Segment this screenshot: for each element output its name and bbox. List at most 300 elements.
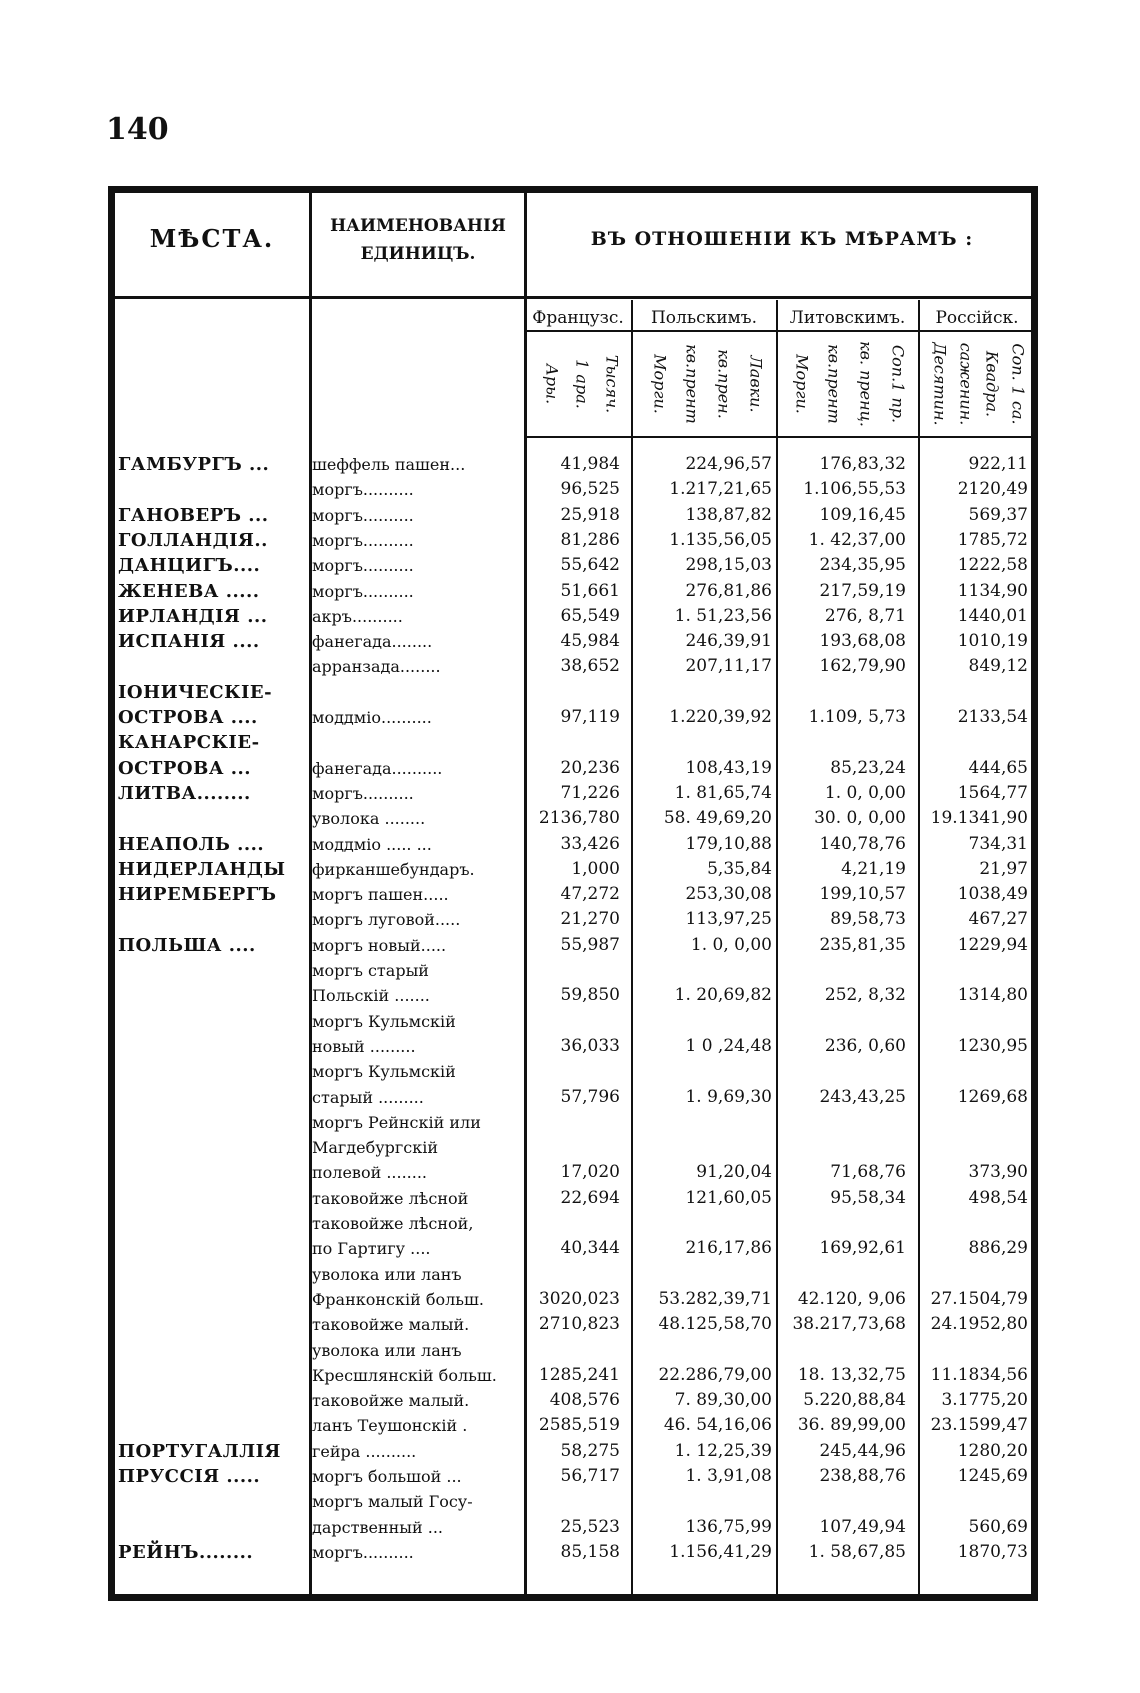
place-name xyxy=(118,1236,304,1261)
place-name: НЕАПОЛЬ .... xyxy=(118,833,265,855)
place-name xyxy=(118,1515,304,1540)
table-row xyxy=(0,1464,1140,1489)
value-russian: 24.1952,80 xyxy=(930,1314,1028,1335)
value-lithuanian xyxy=(780,1009,906,1034)
unit-name: моргъ Кульмскій xyxy=(312,1011,456,1031)
place-name xyxy=(118,983,304,1008)
table-row xyxy=(0,907,1140,932)
value-russian: 498,54 xyxy=(968,1187,1028,1208)
unit-name: моргъ Кульмскій xyxy=(312,1062,456,1082)
value-lithuanian: 234,35,95 xyxy=(819,555,906,576)
value-polish: 1. 51,23,56 xyxy=(674,605,772,626)
unit-name: фанегада.......... xyxy=(312,758,443,778)
subheader-french-2: 1 ара. xyxy=(572,359,592,409)
value-russian: 569,37 xyxy=(968,504,1028,525)
value-russian: 1038,49 xyxy=(957,884,1028,905)
value-lithuanian: 5.220,88,84 xyxy=(803,1390,906,1411)
value-polish: 1. 3,91,08 xyxy=(685,1466,772,1486)
value-lithuanian xyxy=(780,1338,906,1363)
value-russian: 1245,69 xyxy=(957,1466,1028,1486)
value-polish: 7. 89,30,00 xyxy=(674,1390,772,1411)
value-lithuanian: 1.106,55,53 xyxy=(803,479,906,500)
value-polish xyxy=(634,1009,772,1034)
table-row xyxy=(0,781,1140,806)
value-russian: 2133,54 xyxy=(957,707,1028,727)
value-french xyxy=(528,1110,620,1135)
value-russian: 444,65 xyxy=(968,757,1028,778)
unit-name: моргъ.......... xyxy=(312,581,414,601)
value-russian: 1229,94 xyxy=(957,934,1028,955)
unit-name xyxy=(312,730,520,755)
table-row xyxy=(0,1160,1140,1185)
value-french: 45,984 xyxy=(560,631,620,652)
value-polish: 1 0 ,24,48 xyxy=(685,1035,772,1056)
table-row xyxy=(0,983,1140,1008)
value-french: 55,642 xyxy=(560,555,620,576)
place-name xyxy=(118,1059,304,1084)
value-polish: 1.156,41,29 xyxy=(669,1541,772,1562)
value-polish xyxy=(634,1059,772,1084)
value-french: 20,236 xyxy=(560,757,620,778)
table-row xyxy=(0,882,1140,907)
value-lithuanian: 4,21,19 xyxy=(841,858,906,879)
value-polish xyxy=(634,1110,772,1135)
value-polish: 136,75,99 xyxy=(685,1516,772,1537)
place-name: ГАНОВЕРЪ ... xyxy=(118,504,269,526)
value-polish: 22.286,79,00 xyxy=(658,1364,772,1385)
place-name xyxy=(118,1413,304,1438)
table-row xyxy=(0,452,1140,477)
table-row xyxy=(0,857,1140,882)
value-polish: 53.282,39,71 xyxy=(658,1288,772,1309)
place-name: НИРЕМБЕРГЪ xyxy=(118,884,277,906)
table-row xyxy=(0,528,1140,553)
value-french: 71,226 xyxy=(560,782,620,803)
subheader-lithuanian-3: кв.прент xyxy=(824,344,844,424)
value-polish: 138,87,82 xyxy=(685,504,772,525)
place-name xyxy=(118,1009,304,1034)
value-polish: 91,20,04 xyxy=(696,1162,772,1183)
table-row xyxy=(0,1009,1140,1034)
value-french: 3020,023 xyxy=(538,1288,620,1309)
value-russian: 373,90 xyxy=(968,1162,1028,1183)
subheader-lithuanian-4: Морги. xyxy=(792,354,812,414)
value-french xyxy=(528,1489,620,1514)
table-row xyxy=(0,1312,1140,1337)
place-name xyxy=(118,806,304,831)
place-name xyxy=(118,1338,304,1363)
value-lithuanian: 243,43,25 xyxy=(819,1086,906,1107)
table-row xyxy=(0,756,1140,781)
unit-name: таковойже лѣсной xyxy=(312,1188,469,1208)
value-french: 38,652 xyxy=(560,656,620,677)
unit-name: ланъ Теушонскій . xyxy=(312,1416,468,1436)
value-russian: 23.1599,47 xyxy=(930,1415,1028,1436)
value-lithuanian: 245,44,96 xyxy=(819,1440,906,1461)
value-lithuanian xyxy=(780,1489,906,1514)
subheader-russian-2: Квадра. xyxy=(982,350,1002,418)
value-french: 33,426 xyxy=(560,833,620,854)
subheader-russian-4: Десятин. xyxy=(930,342,950,426)
place-name: ИРЛАНДІЯ ... xyxy=(118,605,268,627)
value-lithuanian: 236, 0,60 xyxy=(824,1035,906,1056)
unit-name: таковойже малый. xyxy=(312,1315,470,1335)
value-lithuanian: 71,68,76 xyxy=(830,1162,906,1183)
subheader-polish-1: Лавки. xyxy=(746,355,766,413)
table-row xyxy=(0,1059,1140,1084)
place-name: КАНАРСКІЕ- xyxy=(118,732,260,754)
unit-name: акръ.......... xyxy=(312,606,403,626)
place-name xyxy=(118,1135,304,1160)
unit-name: Франконскій больш. xyxy=(312,1289,484,1309)
table-row xyxy=(0,1413,1140,1438)
table-row xyxy=(0,1135,1140,1160)
value-lithuanian: 109,16,45 xyxy=(819,504,906,525)
value-lithuanian: 1.109, 5,73 xyxy=(808,707,906,727)
value-lithuanian: 18. 13,32,75 xyxy=(797,1364,906,1385)
unit-name: моргъ.......... xyxy=(312,480,414,500)
value-russian xyxy=(922,958,1028,983)
unit-name: моргъ большой ... xyxy=(312,1467,462,1486)
unit-name: моргъ Рейнскій или xyxy=(312,1112,481,1132)
unit-name: моргъ луговой..... xyxy=(312,910,461,930)
value-french: 25,523 xyxy=(560,1516,620,1537)
value-french xyxy=(528,1338,620,1363)
place-name: ГАМБУРГЪ ... xyxy=(118,454,270,475)
place-name xyxy=(118,958,304,983)
unit-name: Магдебургскій xyxy=(312,1138,439,1158)
table-row xyxy=(0,705,1140,730)
value-lithuanian: 38.217,73,68 xyxy=(792,1314,906,1335)
value-polish: 276,81,86 xyxy=(685,580,772,601)
place-name xyxy=(118,1287,304,1312)
value-polish: 108,43,19 xyxy=(685,757,772,778)
place-name: ОСТРОВА ... xyxy=(118,757,252,779)
value-french: 408,576 xyxy=(549,1390,620,1411)
value-french: 51,661 xyxy=(560,580,620,601)
subheader-polish-4: Морги. xyxy=(650,354,670,414)
value-polish: 246,39,91 xyxy=(685,631,772,652)
value-french: 96,525 xyxy=(560,479,620,500)
value-lithuanian xyxy=(780,1135,906,1160)
value-french: 1,000 xyxy=(571,858,620,879)
table-row xyxy=(0,553,1140,578)
unit-name: фанегада........ xyxy=(312,632,433,652)
header-rule xyxy=(108,296,1038,299)
place-name xyxy=(118,1489,304,1514)
value-lithuanian xyxy=(780,730,906,755)
value-russian: 11.1834,56 xyxy=(930,1364,1028,1385)
value-russian: 1010,19 xyxy=(957,631,1028,652)
table-row xyxy=(0,1363,1140,1388)
value-russian xyxy=(922,1211,1028,1236)
value-french: 41,984 xyxy=(560,454,620,474)
table-row xyxy=(0,1515,1140,1540)
value-french: 81,286 xyxy=(560,529,620,550)
unit-name: моргъ старый xyxy=(312,961,429,980)
value-french: 25,918 xyxy=(560,504,620,525)
place-name: ПОЛЬША .... xyxy=(118,934,256,956)
place-name xyxy=(118,1363,304,1388)
place-name xyxy=(118,1312,304,1337)
value-french: 40,344 xyxy=(560,1238,620,1259)
value-polish: 1.135,56,05 xyxy=(669,529,772,550)
value-lithuanian: 235,81,35 xyxy=(819,934,906,955)
value-polish: 1. 9,69,30 xyxy=(685,1086,772,1107)
table-row xyxy=(0,1540,1140,1565)
group-lithuanian: Литовскимъ. xyxy=(789,308,906,328)
group-polish: Польскимъ. xyxy=(650,308,758,328)
unit-name: моргъ пашен..... xyxy=(312,885,449,905)
value-french: 97,119 xyxy=(560,707,620,727)
value-french xyxy=(528,680,620,705)
unit-name: моргъ.......... xyxy=(312,505,414,525)
table-row xyxy=(0,579,1140,604)
value-polish: 121,60,05 xyxy=(685,1187,772,1208)
value-lithuanian: 1. 0, 0,00 xyxy=(824,782,906,803)
value-lithuanian: 30. 0, 0,00 xyxy=(814,808,906,829)
value-russian xyxy=(922,1338,1028,1363)
place-name xyxy=(118,1110,304,1135)
value-russian: 560,69 xyxy=(968,1516,1028,1537)
place-name xyxy=(118,1085,304,1110)
place-name xyxy=(118,1388,304,1413)
subheader-polish-3: кв.прент xyxy=(682,344,702,424)
value-polish: 1. 0, 0,00 xyxy=(690,934,772,955)
value-polish: 216,17,86 xyxy=(685,1238,772,1259)
subheader-russian-3: саженин. xyxy=(956,342,976,426)
subheader-russian-1: Соп. 1 са. xyxy=(1008,343,1028,425)
value-russian: 1222,58 xyxy=(957,555,1028,576)
value-russian: 27.1504,79 xyxy=(930,1288,1028,1309)
place-name: ДАНЦИГЪ.... xyxy=(118,555,261,577)
value-french: 56,717 xyxy=(560,1466,620,1486)
value-russian xyxy=(922,1059,1028,1084)
value-lithuanian: 36. 89,99,00 xyxy=(797,1415,906,1436)
table-row xyxy=(0,933,1140,958)
table-row xyxy=(0,1388,1140,1413)
value-lithuanian: 199,10,57 xyxy=(819,884,906,905)
value-lithuanian: 1. 58,67,85 xyxy=(808,1541,906,1562)
table-row xyxy=(0,654,1140,679)
header-places: МѢСТА. xyxy=(149,224,275,253)
place-name: ЛИТВА........ xyxy=(118,782,251,804)
value-lithuanian: 89,58,73 xyxy=(830,909,906,930)
unit-name: полевой ........ xyxy=(312,1163,428,1183)
unit-name: моддміо ..... ... xyxy=(312,834,432,854)
value-french xyxy=(528,1059,620,1084)
value-french: 59,850 xyxy=(560,985,620,1006)
value-polish xyxy=(634,730,772,755)
value-french: 85,158 xyxy=(560,1541,620,1562)
value-lithuanian: 85,23,24 xyxy=(830,757,906,778)
value-polish: 113,97,25 xyxy=(685,909,772,930)
value-polish xyxy=(634,1489,772,1514)
unit-name: таковойже малый. xyxy=(312,1391,470,1411)
value-polish: 179,10,88 xyxy=(685,833,772,854)
value-polish xyxy=(634,1262,772,1287)
value-russian: 886,29 xyxy=(968,1238,1028,1259)
place-name xyxy=(118,477,304,502)
value-polish: 58. 49,69,20 xyxy=(663,808,772,829)
value-french: 2710,823 xyxy=(538,1314,620,1335)
unit-name: шеффель пашен... xyxy=(312,455,466,474)
value-polish xyxy=(634,958,772,983)
table-row xyxy=(0,730,1140,755)
value-polish: 1. 12,25,39 xyxy=(674,1440,772,1461)
value-lithuanian: 193,68,08 xyxy=(819,631,906,652)
table-row xyxy=(0,1236,1140,1261)
value-french xyxy=(528,1262,620,1287)
value-russian: 1230,95 xyxy=(957,1035,1028,1056)
table-row xyxy=(0,1287,1140,1312)
value-polish: 46. 54,16,06 xyxy=(663,1415,772,1436)
unit-name: арранзада........ xyxy=(312,657,441,677)
value-russian: 1280,20 xyxy=(957,1440,1028,1461)
value-lithuanian xyxy=(780,1110,906,1135)
value-polish xyxy=(634,1211,772,1236)
group-french: Французс. xyxy=(532,308,624,328)
unit-name: моддміо.......... xyxy=(312,708,432,727)
value-russian: 849,12 xyxy=(968,656,1028,677)
value-polish: 1.220,39,92 xyxy=(669,707,772,727)
subheader-lithuanian-1: Соп.1 пр. xyxy=(888,344,908,424)
value-russian: 1440,01 xyxy=(957,605,1028,626)
place-name: ИСПАНІЯ .... xyxy=(118,631,260,653)
subheader-polish-2: кв.прен. xyxy=(714,349,734,419)
value-french xyxy=(528,1211,620,1236)
value-french: 1285,241 xyxy=(538,1364,620,1385)
value-lithuanian xyxy=(780,1059,906,1084)
place-name xyxy=(118,1186,304,1211)
value-french: 2585,519 xyxy=(538,1415,620,1436)
value-russian xyxy=(922,730,1028,755)
table-row xyxy=(0,806,1140,831)
value-lithuanian: 169,92,61 xyxy=(819,1238,906,1259)
table-row xyxy=(0,680,1140,705)
unit-name: уволока или ланъ xyxy=(312,1340,462,1360)
unit-name: дарственный ... xyxy=(312,1517,443,1537)
page-number: 140 xyxy=(106,112,169,147)
value-lithuanian: 238,88,76 xyxy=(819,1466,906,1486)
value-polish: 298,15,03 xyxy=(685,555,772,576)
table-row xyxy=(0,832,1140,857)
table-row xyxy=(0,477,1140,502)
value-polish xyxy=(634,1135,772,1160)
value-french: 2136,780 xyxy=(538,808,620,829)
value-polish: 1. 20,69,82 xyxy=(674,985,772,1006)
unit-name: моргъ.......... xyxy=(312,530,414,550)
value-russian: 2120,49 xyxy=(957,479,1028,500)
value-lithuanian: 276, 8,71 xyxy=(824,605,906,626)
unit-name: гейра .......... xyxy=(312,1441,417,1461)
value-polish xyxy=(634,680,772,705)
table-row xyxy=(0,1489,1140,1514)
table-row xyxy=(0,1034,1140,1059)
table-row xyxy=(0,1439,1140,1464)
table-row xyxy=(0,1211,1140,1236)
value-lithuanian xyxy=(780,1262,906,1287)
subheader-french-3: Ары. xyxy=(542,363,562,405)
value-russian: 922,11 xyxy=(968,454,1028,474)
table-row xyxy=(0,958,1140,983)
value-russian: 21,97 xyxy=(979,858,1028,879)
value-french: 36,033 xyxy=(560,1035,620,1056)
value-lithuanian: 217,59,19 xyxy=(819,580,906,601)
value-russian: 3.1775,20 xyxy=(941,1390,1028,1411)
value-lithuanian: 95,58,34 xyxy=(830,1187,906,1208)
value-lithuanian: 1. 42,37,00 xyxy=(808,529,906,550)
place-name: ІОНИЧЕСКІЕ- xyxy=(118,681,273,703)
value-french xyxy=(528,1135,620,1160)
place-name: ПРУССІЯ ..... xyxy=(118,1466,261,1487)
unit-name: моргъ новый..... xyxy=(312,935,447,955)
unit-name: таковойже лѣсной, xyxy=(312,1214,474,1233)
value-french: 58,275 xyxy=(560,1440,620,1461)
value-french xyxy=(528,1009,620,1034)
subheader-french-1: Тысяч. xyxy=(602,354,622,414)
place-name: ЖЕНЕВА ..... xyxy=(118,580,260,602)
table-row xyxy=(0,1085,1140,1110)
value-russian: 1870,73 xyxy=(957,1541,1028,1562)
subheader-lithuanian-2: кв. пренц. xyxy=(856,341,876,427)
header-units: НАИМЕНОВАНІЯ ЕДИНИЦЪ. xyxy=(330,216,506,264)
value-lithuanian: 42.120, 9,06 xyxy=(797,1288,906,1309)
table-row xyxy=(0,1186,1140,1211)
value-lithuanian: 176,83,32 xyxy=(819,454,906,474)
unit-name: Кресшлянскій больш. xyxy=(312,1365,497,1385)
value-russian: 1314,80 xyxy=(957,985,1028,1006)
unit-name: моргъ малый Госу- xyxy=(312,1492,473,1512)
place-name: ПОРТУГАЛЛІЯ xyxy=(118,1440,281,1462)
unit-name: моргъ.......... xyxy=(312,556,414,576)
value-french xyxy=(528,958,620,983)
value-polish: 207,11,17 xyxy=(685,656,772,677)
place-name xyxy=(118,1034,304,1059)
unit-name: уволока или ланъ xyxy=(312,1264,462,1284)
unit-name: новый ......... xyxy=(312,1036,416,1056)
value-lithuanian: 107,49,94 xyxy=(819,1516,906,1537)
value-polish: 1.217,21,65 xyxy=(669,479,772,500)
value-lithuanian: 140,78,76 xyxy=(819,833,906,854)
place-name: ОСТРОВА .... xyxy=(118,707,258,728)
value-french: 21,270 xyxy=(560,909,620,930)
value-french: 65,549 xyxy=(560,605,620,626)
unit-name xyxy=(312,680,520,705)
unit-name: по Гартигу .... xyxy=(312,1239,431,1259)
value-russian: 19.1341,90 xyxy=(930,808,1028,829)
group-russian: Россійск. xyxy=(935,308,1019,328)
place-name xyxy=(118,1160,304,1185)
value-polish xyxy=(634,1338,772,1363)
subheader-rule-bottom xyxy=(524,436,1038,438)
value-french: 47,272 xyxy=(560,884,620,905)
place-name: РЕЙНЪ........ xyxy=(118,1541,254,1563)
value-lithuanian xyxy=(780,680,906,705)
unit-name: старый ......... xyxy=(312,1087,424,1107)
unit-name: Польскій ....... xyxy=(312,986,430,1006)
value-russian: 1134,90 xyxy=(957,580,1028,601)
value-russian xyxy=(922,1489,1028,1514)
value-french xyxy=(528,730,620,755)
value-polish: 1. 81,65,74 xyxy=(674,782,772,803)
header-relation: ВЪ ОТНОШЕНІИ КЪ МѢРАМЪ : xyxy=(590,228,974,250)
value-lithuanian: 252, 8,32 xyxy=(824,985,906,1006)
value-russian: 1269,68 xyxy=(957,1086,1028,1107)
value-russian xyxy=(922,1135,1028,1160)
value-polish: 224,96,57 xyxy=(685,454,772,474)
value-french: 55,987 xyxy=(560,934,620,955)
